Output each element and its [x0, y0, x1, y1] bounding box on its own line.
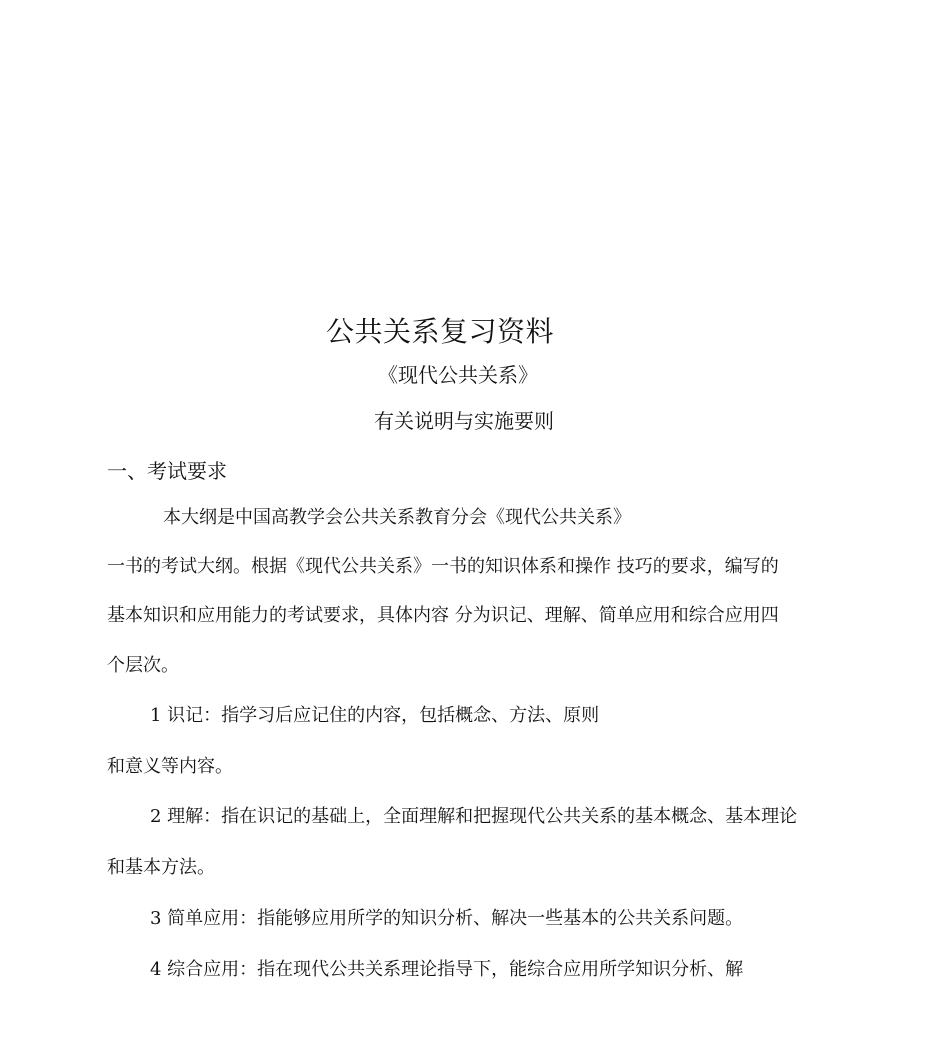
document-heading: 有关说明与实施要则	[374, 409, 554, 433]
paragraph-line: 一书的考试大纲。根据《现代公共关系》一书的知识体系和操作 技巧的要求，编写的	[107, 556, 779, 577]
paragraph-line: 基本知识和应用能力的考试要求，具体内容 分为识记、理解、简单应用和综合应用四	[107, 605, 779, 626]
section-heading-exam-requirements: 一、考试要求	[107, 459, 227, 483]
document-subtitle: 《现代公共关系》	[378, 363, 538, 387]
paragraph-line: 和意义等内容。	[107, 756, 233, 777]
paragraph-line: 和基本方法。	[107, 857, 215, 878]
paragraph-line: 本大纲是中国高教学会公共关系教育分会《现代公共关系》	[163, 507, 631, 528]
paragraph-line: 个层次。	[107, 655, 179, 676]
document-title: 公共关系复习资料	[326, 315, 555, 348]
list-item-understanding: 2 理解：指在识记的基础上，全面理解和把握现代公共关系的基本概念、基本理论	[150, 806, 798, 827]
list-item-comprehensive-application: 4 综合应用：指在现代公共关系理论指导下，能综合应用所学知识分析、解	[150, 959, 744, 980]
list-item-simple-application: 3 简单应用：指能够应用所学的知识分析、解决一些基本的公共关系问题。	[150, 908, 744, 929]
list-item-memorization: 1 识记：指学习后应记住的内容，包括概念、方法、原则	[150, 705, 600, 726]
